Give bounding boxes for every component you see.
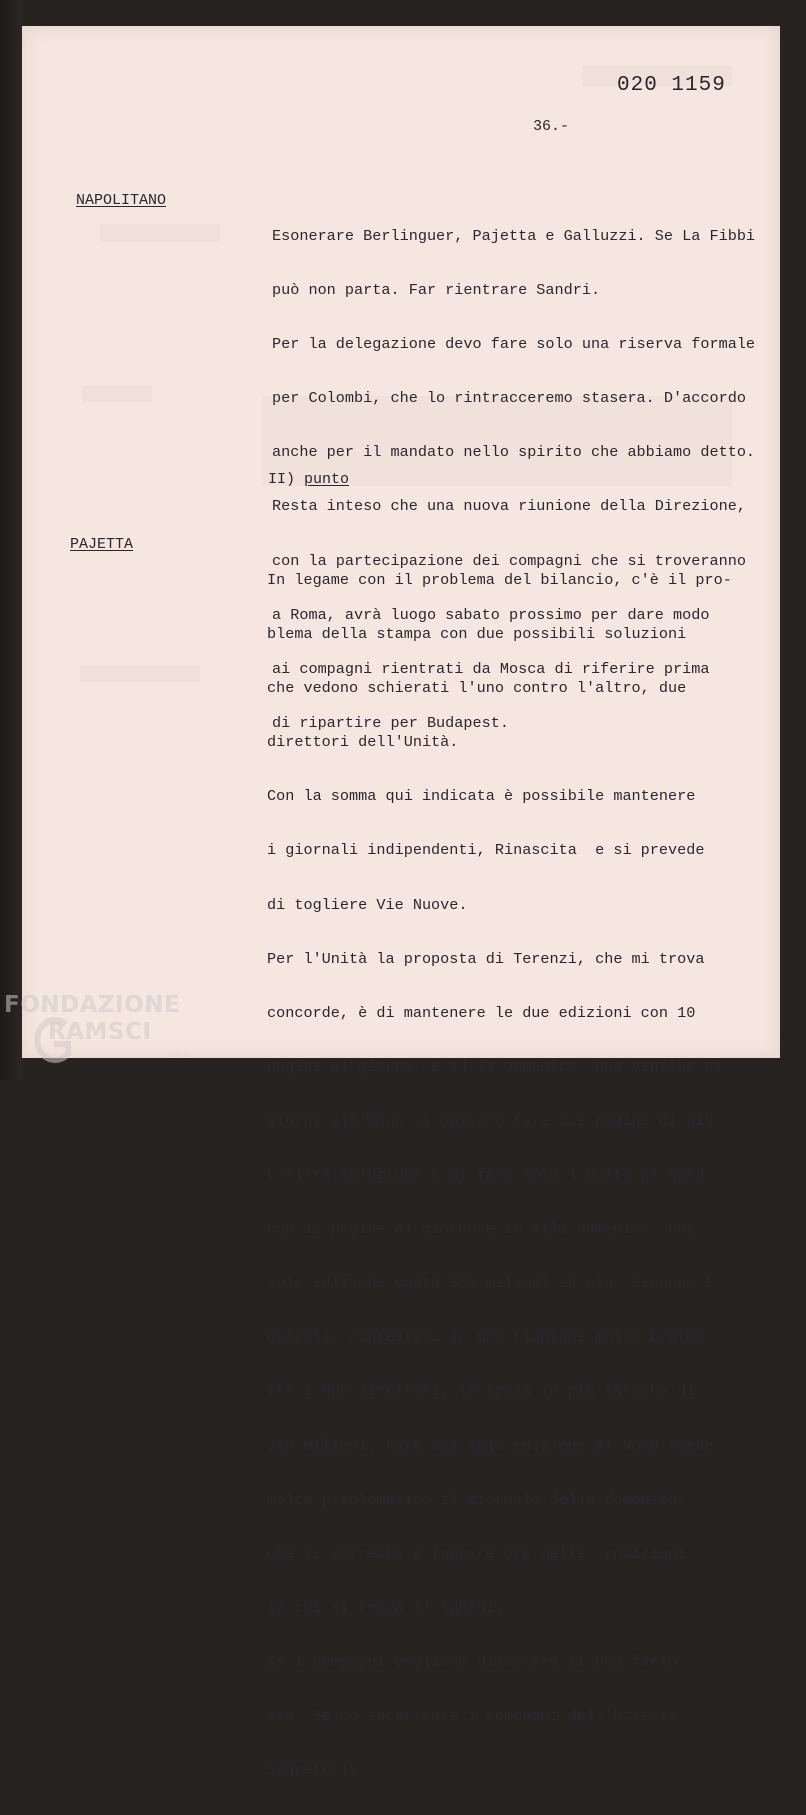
page-number: 36.- [533, 118, 570, 135]
text-line: i giornali indipendenti, Rinascita e si prevede [267, 841, 705, 860]
text-line: molto problematico il giornale della domenica, [267, 1490, 687, 1509]
text-line: direttori dell'Unità. [267, 733, 459, 752]
text-line: che vedono schierati l'uno contro l'altro, due [267, 679, 687, 698]
text-line: Resta inteso che una nuova riunione della Direzione, [272, 497, 746, 516]
text-line: di ripartire per Budapest. [272, 713, 509, 732]
text-line: pagine al giorno, e 14 la domenica. Una ventina di [267, 1057, 723, 1076]
gramsci-logo-icon [30, 1014, 74, 1070]
text-line: tra i due direttori, la spesa in più sarebbe di [267, 1382, 696, 1401]
text-line: blema della stampa con due possibili soluzioni [267, 625, 687, 644]
text-line: Se i compagni vogliono discutere si può farlo [267, 1652, 678, 1671]
fondazione-gramsci-watermark [4, 992, 204, 1072]
text-line: anche per il mandato nello spirito che abbiamo detto. [272, 443, 756, 462]
text-line: sola edizione costa 300 milioni in più. Secondo i [267, 1274, 714, 1293]
text-line: a Roma, avrà luogo sabato prossimo per dare modo [272, 605, 710, 624]
text-line: calcoli, contestati in una riunione molto brutta [267, 1328, 705, 1347]
text-line: Esonerare Berlinguer, Pajetta e Galluzzi. Se La Fibbi [272, 227, 756, 245]
text-line: in cui si trova il lunedì. [267, 1598, 504, 1617]
speaker-napolitano: NAPOLITANO [76, 192, 167, 209]
show-through-smudge [100, 224, 220, 242]
watermark-line-1: FONDAZIONE [4, 992, 181, 1018]
show-through-smudge [80, 666, 200, 682]
text-line: Per l'Unità la proposta di Terenzi, che mi trova [267, 949, 705, 968]
text-line: con la partecipazione dei compagni che si troveranno [272, 551, 746, 570]
section-heading [268, 471, 349, 488]
pajetta-text [267, 535, 732, 1815]
text-line: di togliere Vie Nuove. [267, 895, 468, 914]
document-number: 020 1159 [617, 74, 726, 97]
text-line: ai compagni rientrati da Mosca di riferire prima [272, 659, 710, 678]
text-line: giorni all'anno si possono fare due pagine di più. [267, 1111, 723, 1130]
speaker-pajetta: PAJETTA [70, 536, 134, 553]
text-line: può non parta. Far rientrare Sandri. [272, 281, 601, 300]
text-line: che si verrebbe a trovare ora nelle condizioni [267, 1544, 687, 1563]
section-heading-prefix: II) [268, 471, 296, 488]
text-line: concorde, è di mantenere le due edizioni con 10 [267, 1003, 696, 1022]
text-line: ora. Se no incaricare i compagni dell'Ufficio [267, 1706, 678, 1725]
scan-border [0, 0, 22, 1080]
document-page [22, 26, 780, 1780]
text-line: Per la delegazione devo fare solo una riserva formale [272, 335, 756, 354]
text-line: In legame con il problema del bilancio, c'è il pro- [267, 571, 732, 589]
section-heading-label: punto [304, 471, 350, 488]
show-through-smudge [82, 386, 152, 402]
watermark-line-2: RAMSCI [48, 1019, 152, 1045]
text-line: con 12 pagine al giorno e 16 alla domenica. Una [267, 1220, 696, 1239]
text-line: 250 milioni. Fare una sola edizione al Nord rende [267, 1436, 714, 1455]
text-line: L'altra soluzione è di fare solo l'Unità al Nord [267, 1166, 705, 1185]
text-line: Segreteria. [267, 1761, 368, 1780]
watermark-small: onlus [168, 1050, 190, 1059]
text-line: per Colombi, che lo rintracceremo stasera. D'accordo [272, 389, 746, 408]
text-line: Con la somma qui indicata è possibile mantenere [267, 787, 696, 806]
